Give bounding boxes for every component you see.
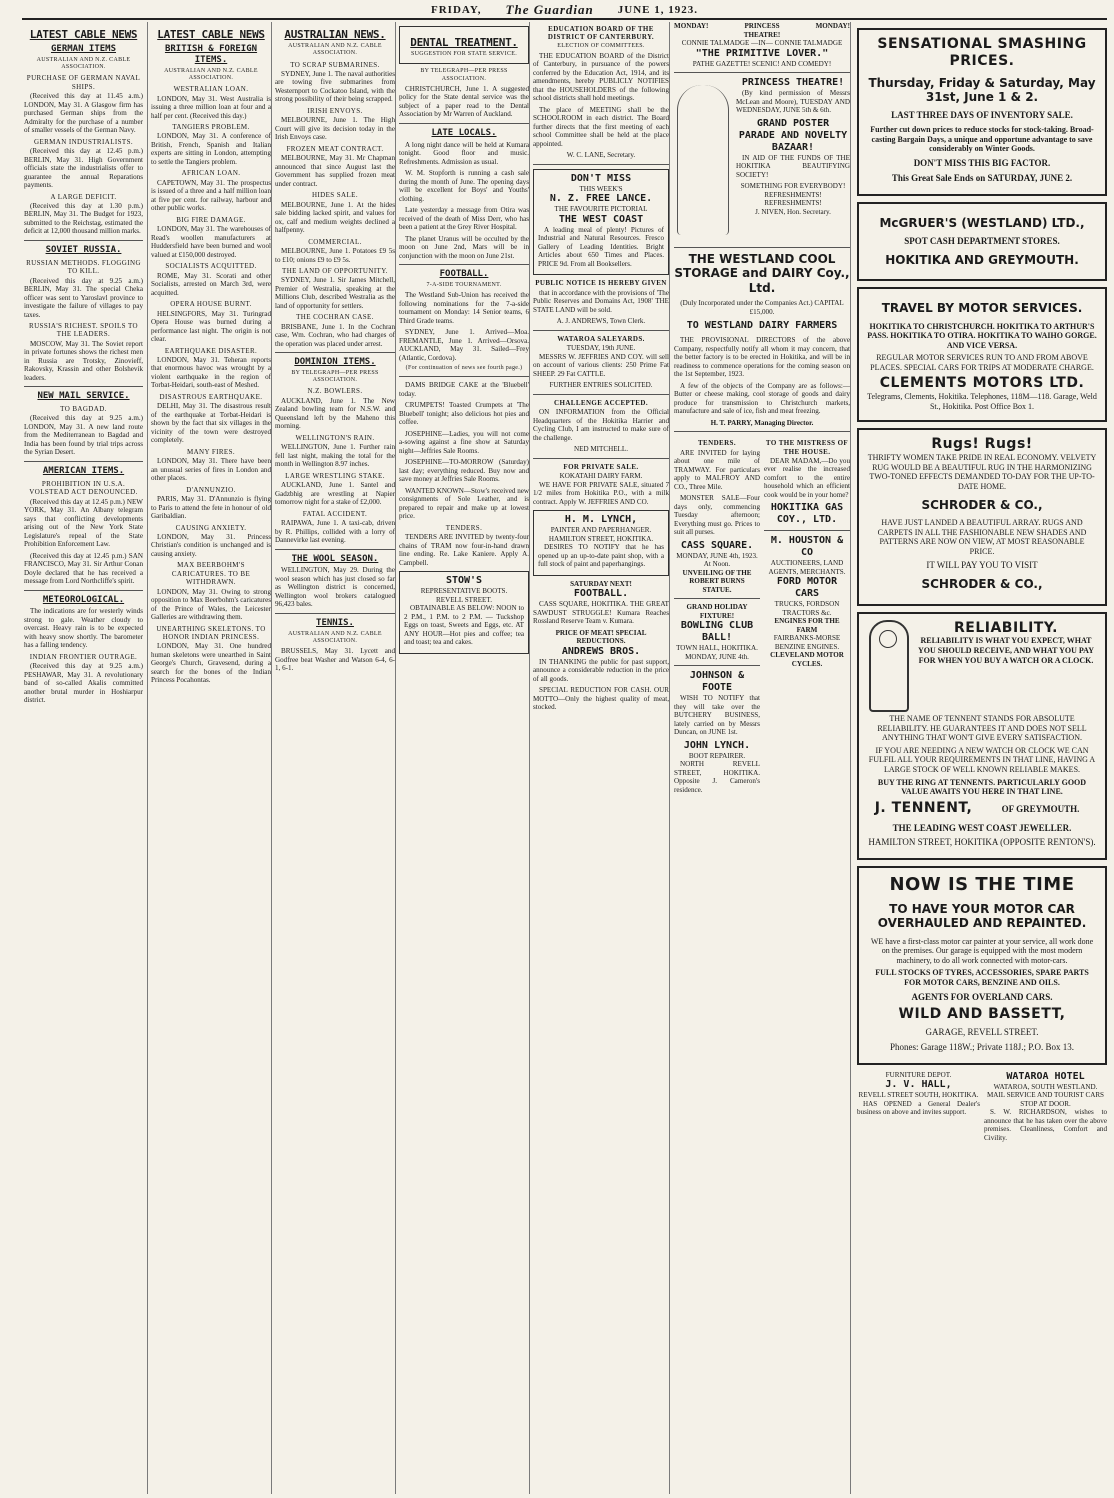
prices-ad-title: SENSATIONAL SMASHING PRICES. xyxy=(877,36,1087,69)
monster-sale-ad: MONSTER SALE—Four days only, commencing Tuesday afternoon; Everything must go. Prices to suit all purses. xyxy=(674,494,760,537)
section-heading: LATEST CABLE NEWS xyxy=(157,28,265,41)
mcgruers-name: McGRUER'S (WESTLAND) LTD., xyxy=(879,215,1085,230)
story-text: (Received this day at 11.45 a.m.) LONDON, May 31. A Glasgow firm has purchased German ships from the Admiralty for the purchase of a number of smaller vessels of the German Navy. xyxy=(24,92,143,135)
lower-ads xyxy=(674,436,850,797)
story-text: ROME, May 31. Scorati and other Socialists, arrested on March 3rd, were acquitted. xyxy=(151,271,271,297)
column-1 xyxy=(24,22,146,1494)
section-subheading: AMERICAN ITEMS. xyxy=(42,465,125,476)
farm-sale-text: WE HAVE FOR PRIVATE SALE, situated 7 1/2 miles from Hokitika P.O., with a milk contract. Apply W. JEFFRIES AND CO. xyxy=(533,480,669,506)
sensational-prices-ad xyxy=(857,28,1107,196)
story-text: MOSCOW, May 31. The Soviet report in private fortunes shows the richest men in Russia are Trotsky, Zinovieff, Rakovsky, Krassin and other Bolshevik leaders. xyxy=(24,339,143,382)
houston-sub: AUCTIONEERS, LAND AGENTS, MERCHANTS. xyxy=(768,559,846,576)
cool-storage-company: THE WESTLAND COOL STORAGE and DAIRY Coy., Ltd. xyxy=(674,252,850,295)
story-text: LONDON, May 31. The warehouses of Read's woollen manufacturers at Huddersfield have been burned and wool valued at £150,000 destroyed. xyxy=(151,225,271,259)
column-7 xyxy=(850,22,1113,1494)
farmers-more: A few of the objects of the Company are as follows:— Butter or cheese making, cool storage of goods and dairy produce for transmission to Christchurch markets, manufacture and sale of ice, fish and meat freezing. xyxy=(674,381,850,416)
ford-cars: FORD MOTOR CARS xyxy=(776,576,838,600)
tenders-heading: TENDERS. xyxy=(445,523,483,532)
section-subheading: THE WOOL SEASON. xyxy=(291,553,379,564)
divider xyxy=(674,247,850,248)
story-heading: D'ANNUNZIO. xyxy=(186,485,236,494)
prices-ad-miss: DON'T MISS THIS BIG FACTOR. xyxy=(913,157,1051,168)
story-text: BRISBANE, June 1. In the Cochran case, Wm. Cochran, who had charges of the operation was placed under arrest. xyxy=(275,322,395,348)
stows-ad-address: REVELL STREET. xyxy=(436,595,492,604)
story-heading: INDIAN FRONTIER OUTRAGE. xyxy=(29,652,138,661)
section-heading: DENTAL TREATMENT. xyxy=(410,36,518,49)
story-text: MELBOURNE, May 31. Mr Chapman announced that since August last the Government has supplied frozen meat under contract. xyxy=(275,154,395,188)
story-heading: COMMERCIAL. xyxy=(308,237,362,246)
classified-ad: JOSEPHINE—Ladies, you will not come a-sowing against a fine show at Saturday night—Jeffries Sale Rooms. xyxy=(399,429,529,455)
story-text: CHRISTCHURCH, June 1. A suggested policy for the State dental service was the subject of a paper read to the Dental Association by Mr Warren of Auckland. xyxy=(399,84,529,119)
gas-company: HOKITIKA GAS COY., LTD. xyxy=(770,502,844,526)
story-text: LONDON, May 31. There have been an unusual series of fires in London and other places. xyxy=(151,457,271,483)
column-3 xyxy=(271,22,398,1494)
masthead-day: FRIDAY, xyxy=(431,4,482,16)
story-heading: FATAL ACCIDENT. xyxy=(302,509,368,518)
fade xyxy=(272,1454,398,1494)
section-subheading: NEW MAIL SERVICE. xyxy=(37,391,130,402)
story-heading: HIDES SALE. xyxy=(311,191,358,200)
story-heading: IRISH ENVOYS. xyxy=(307,106,363,115)
column-6 xyxy=(669,22,854,1494)
engines-text: FAIRBANKS-MORSE BENZINE ENGINES. xyxy=(773,634,841,651)
story-heading: OPERA HOUSE BURNT. xyxy=(170,300,252,309)
bottom-ads xyxy=(857,1071,1107,1146)
bowling-heading: GRAND HOLIDAY FIXTURE! xyxy=(686,603,748,620)
free-lance-ad-text: A leading meal of plenty! Pictures of Industrial and Natural Resources. Fresco Gallery of Leading Identities. Bright Articles about 650 Times and Places. PRICE 9d. From all Booksellers. xyxy=(538,225,664,268)
divider xyxy=(674,665,760,666)
engines-heading: ENGINES FOR THE FARM xyxy=(774,617,840,634)
continuation-note: (For continuation of news see fourth page.) xyxy=(405,365,523,372)
credit-line: BY TELEGRAPH—PER PRESS ASSOCIATION. xyxy=(291,370,379,384)
fade xyxy=(148,1454,274,1494)
story-text: LONDON, May 31. Princess Christian's condition is unchanged and is causing anxiety. xyxy=(151,532,271,558)
story-heading: THE COCHRAN CASE. xyxy=(296,313,374,322)
tenders-text: ARE INVITED for laying about one mile of TRAMWAY. For particulars apply to MALFROY AND CO., Three Mile. xyxy=(674,448,760,491)
mistress-heading: TO THE MISTRESS OF THE HOUSE. xyxy=(765,439,849,456)
story-text: HELSINGFORS, May 31. Turingrad Opera House was burned during a performance last night. The origin is not clear. xyxy=(151,309,271,343)
story-heading: PURCHASE OF GERMAN NAVAL SHIPS. xyxy=(26,74,141,91)
bazaar-more: SOMETHING FOR EVERYBODY! REFRESHMENTS! REFRESHMENTS! xyxy=(740,182,846,207)
column-4 xyxy=(395,22,532,1494)
story-heading: A LARGE DEFICIT. xyxy=(50,192,117,201)
cass-square-heading: CASS SQUARE. xyxy=(680,539,754,551)
theatre-top-line xyxy=(674,22,850,39)
credit-line: AUSTRALIAN AND N.Z. CABLE ASSOCIATION. xyxy=(288,43,382,57)
football-ad-text: CASS SQUARE, HOKITIKA. THE GREAT SAWDUST STRUGGLE! Kumara Reaches Rossland Reserve Team v. Kumara. xyxy=(533,600,669,626)
farm-sale-heading: FOR PRIVATE SALE. xyxy=(563,462,639,471)
rugs-ad-title: Rugs! Rugs! xyxy=(931,436,1033,453)
story-text: A long night dance will be held at Kumara tonight. Good floor and music. Refreshments. Admission as usual. xyxy=(399,140,529,166)
tennent-of: OF GREYMOUTH. xyxy=(1001,803,1080,814)
story-text: SYDNEY, June 1. Sir James Mitchell, Premier of Westralia, speaking at the Millions Club, described Westralia as the land of opportunity for settlers. xyxy=(275,276,395,310)
section-subheading: BRITISH & FOREIGN ITEMS. xyxy=(164,44,258,65)
stows-ad xyxy=(399,571,529,654)
mcgruers-ad xyxy=(857,202,1107,282)
story-text: LONDON, May 31. A conference of British, French, Spanish and Italian experts are sitting in London, attempting to settle the Tangiers problem. xyxy=(151,132,271,166)
cool-storage-sub: (Duly Incorporated under the Companies Act.) CAPITAL £15,000. xyxy=(680,299,844,316)
bazaar-ad xyxy=(674,77,850,243)
theatre-text: (By kind permission of Messrs McLean and Moore), TUESDAY AND WEDNESDAY, JUNE 5th & 6th. xyxy=(736,89,850,114)
schroder-name: SCHRODER & CO., xyxy=(921,497,1043,512)
stows-ad-sub: REPRESENTATIVE BOOTS. xyxy=(420,587,508,596)
masthead-date: JUNE 1, 1923. xyxy=(617,4,698,16)
story-heading: MAX BEERBOHM'S CARICATURES. TO BE WITHDRAWN. xyxy=(171,561,251,587)
notice-text: THE EDUCATION BOARD of the District of Canterbury, in pursuance of the powers conferred by the Education Act, 1914, and its amendments, hereby PUBLICLY NOTIFIES that the HOUSEHOLDERS of the following school districts shall hold meetings. xyxy=(533,51,669,103)
andrews-bros-text: IN THANKING the public for past support, announce a considerable reduction in the price of all goods. xyxy=(533,657,669,683)
story-heading: SOCIALISTS ACQUITTED. xyxy=(165,262,257,271)
section-heading: LATEST CABLE NEWS xyxy=(29,28,138,41)
bazaar-secretary: J. NIVEN, Hon. Secretary. xyxy=(755,207,831,216)
motor-repaint-ad xyxy=(857,866,1107,1065)
theatre-name: PRINCESS THEATRE! xyxy=(741,77,845,88)
story-heading: GERMAN INDUSTRIALISTS. xyxy=(33,137,134,146)
story-heading: BIG FIRE DAMAGE. xyxy=(176,215,246,224)
clements-motors-name: CLEMENTS MOTORS LTD. xyxy=(879,375,1085,392)
bazaar-text: IN AID OF THE FUNDS OF THE HOKITIKA BEAUTIFYING SOCIETY! xyxy=(736,153,850,179)
story-heading: LARGE WRESTLING STAKE. xyxy=(285,471,385,480)
lynch-ad-text: DESIRES TO NOTIFY that he has opened up an up-to-date paint shop, with a full stock of paint and paperhangings. xyxy=(538,543,664,569)
motor-services-text: REGULAR MOTOR SERVICES RUN TO AND FROM ABOVE PLACES. SPECIAL CARS FOR TRIPS AT MODERATE CHARGE. xyxy=(870,353,1094,372)
prices-ad-sub: LAST THREE DAYS OF INVENTORY SALE. xyxy=(891,110,1073,121)
story-heading: PROHIBITION IN U.S.A. VOLSTEAD ACT DENOUNCED. xyxy=(29,479,138,497)
wataroa-hotel-text: MAIL SERVICE AND TOURIST CARS STOP AT DOOR. xyxy=(986,1091,1105,1108)
schroder-name-bottom: SCHRODER & CO., xyxy=(921,577,1043,592)
credit-line: AUSTRALIAN AND N.Z. CABLE ASSOCIATION. xyxy=(36,56,131,71)
free-lance-ad-paper: N. Z. FREE LANCE. xyxy=(549,193,653,205)
football-ad-sub: FOOTBALL. xyxy=(573,588,629,600)
story-heading: MANY FIRES. xyxy=(186,447,236,456)
story-heading: EARTHQUAKE DISASTER. xyxy=(164,346,258,355)
story-heading: N.Z. BOWLERS. xyxy=(307,387,363,396)
free-lance-ad-sub: THIS WEEK'S xyxy=(579,184,623,193)
story-text: AUCKLAND, June 1. The New Zealand bowling team for N.S.W. and Queensland left by the Maheno this morning. xyxy=(275,396,395,431)
column-2 xyxy=(147,22,274,1494)
masthead xyxy=(22,2,1107,20)
notice-signature: A. J. ANDREWS, Town Clerk. xyxy=(556,317,646,326)
public-notice-text: that in accordance with the provisions of 'The Public Reserves and Domains Act, 1908' THE STATE LAND will be sold. xyxy=(533,288,669,314)
cleveland-cycles: CLEVELAND MOTOR CYCLES. xyxy=(770,651,844,668)
story-text: The indications are for westerly winds strong to gale. Weather cloudy to overcast. Heavy rain is to be expected with heavy snow shortly. The barometer has a falling tendency. xyxy=(24,607,143,650)
free-lance-ad-name: THE WEST COAST xyxy=(558,213,644,225)
story-heading: TANGIERS PROBLEM. xyxy=(172,123,250,132)
prices-ad-end: This Great Sale Ends on SATURDAY, JUNE 2. xyxy=(891,172,1073,183)
dancer-illustration xyxy=(677,85,729,235)
lynch-ad-sub: PAINTER AND PAPERHANGER. xyxy=(550,526,652,535)
notice-signature: W. C. LANE, Secretary. xyxy=(566,151,636,160)
story-text: BRUSSELS, May 31. Lycett and Godfree beat Washer and Watson 6-4, 6-1, 6-1. xyxy=(275,647,395,672)
story-text: LONDON, May 31. One hundred human skeletons were unearthed in Saint George's Church, Gravesend, during a search for the bones of the Indian Princess Pocahontas. xyxy=(151,642,271,685)
divider xyxy=(674,598,760,599)
divider xyxy=(24,240,143,241)
prices-ad-text: Further cut down prices to reduce stocks for stock-taking. Broad-casting Bargain Days, a unique and opportune advantage to save considerably on Winter Goods. xyxy=(870,125,1094,154)
story-text: MELBOURNE, June 1. The High Court will give its decision today in the Irish Envoys case. xyxy=(275,116,395,142)
notice-kicker: ELECTION OF COMMITTEES. xyxy=(557,42,645,49)
saleyards-text: MESSRS W. JEFFRIES AND COY. will sell on account of various clients: 250 Prime Fat SHEEP. 29 Fat CATTLE. xyxy=(533,352,669,378)
wataroa-hotel-name: WATAROA HOTEL xyxy=(1006,1070,1085,1082)
divider xyxy=(399,123,529,124)
story-heading: TO BAGDAD. xyxy=(60,405,107,414)
divider xyxy=(275,352,395,353)
story-heading: UNEARTHING SKELETONS. TO HONOR INDIAN PRINCESS. xyxy=(156,624,266,642)
section-subheading: SOVIET RUSSIA. xyxy=(45,244,122,255)
monday-right: MONDAY! xyxy=(815,22,850,30)
story-heading: DISASTROUS EARTHQUAKE. xyxy=(159,392,263,401)
tennent-address: HAMILTON STREET, HOKITIKA (OPPOSITE RENTON'S). xyxy=(868,837,1096,848)
bazaar-title: GRAND POSTER PARADE AND NOVELTY BAZAAR! xyxy=(738,117,848,153)
divider xyxy=(275,613,395,614)
challenge-text: ON INFORMATION from the Official Headquarters of the Hokitika Harrier and Cycling Club, I am instructed to make sure of the challenge. xyxy=(533,408,669,442)
story-heading: WESTRALIAN LOAN. xyxy=(173,85,249,94)
film-title: "THE PRIMITIVE LOVER." xyxy=(695,47,829,59)
story-heading: WELLINGTON'S RAIN. xyxy=(295,433,375,442)
story-heading: THE LAND OF OPPORTUNITY. xyxy=(282,267,388,276)
john-lynch-text: NORTH REVELL STREET, HOKITIKA. Opposite J. Cameron's residence. xyxy=(674,760,760,794)
motor-services-routes: HOKITIKA TO CHRISTCHURCH. HOKITIKA TO ARTHUR'S PASS. HOKITIKA TO OTIRA. HOKITIKA TO WAIHO GORGE. AND VICE VERSA. xyxy=(867,321,1097,350)
tennent-tagline: THE LEADING WEST COAST JEWELLER. xyxy=(892,822,1072,833)
divider xyxy=(399,264,529,265)
story-text: The Westland Sub-Union has received the following nominations for the 7-a-side tournament on Monday: 14 Senior teams, 6 Third Grade teams. xyxy=(399,291,529,325)
story-text: (Received this day at 1.30 p.m.) BERLIN, May 31. The Budget for 1923, submitted to the Reichstag, estimated the deficit at 12,000 thousand million marks. xyxy=(24,201,143,236)
john-lynch-sub: BOOT REPAIRER. xyxy=(688,751,746,760)
furniture-depot-head: FURNITURE DEPOT. xyxy=(885,1070,952,1079)
repaint-text: WE have a first-class motor car painter at your service, all work done on the premises. Our garage is equipped with the most modern machinery, to do all work connected with motor-cars. xyxy=(870,936,1094,965)
saleyards-heading: WATAROA SALEYARDS. xyxy=(557,334,645,343)
farmers-heading: TO WESTLAND DAIRY FARMERS xyxy=(686,320,838,332)
story-text: SYDNEY, June 1. The naval authorities are towing five submarines from Westernport to Cockatoo Island, with the strong possibility of their being scrapped. xyxy=(275,69,395,104)
story-text: LONDON, May 31. West Australia is issuing a three million loan at four and a half per cent. (Received this day.) xyxy=(151,94,271,120)
story-text: (Received this day at 9.25 a.m.) PESHAWAR, May 31. A revolutionary band of so-called Akalis committed another brutal murder in Hoshiarpur district. xyxy=(24,662,143,705)
story-text: (Received this day at 9.25 a.m.) LONDON, May 31. A new land route from the Mediterranean to Bagdad and India has been found by trial trips across the Syrian Desert. xyxy=(24,414,143,457)
classified-ad: WANTED KNOWN—Stow's received new consignments of Sole Leather, and is prepared to repair and make up at lowest price. xyxy=(399,486,530,521)
hall-address: REVELL STREET SOUTH, HOKITIKA. xyxy=(858,1091,979,1100)
saleyards-date: TUESDAY, 19th JUNE. xyxy=(566,344,636,353)
story-text: SYDNEY, June 1. Arrived—Moa. FREMANTLE, June 1. Arrived—Orsova. AUCKLAND, May 31. Sailed—Frey (Atlantic, Cordova). xyxy=(399,328,529,362)
rugs-ad-text: THRIFTY WOMEN TAKE PRIDE IN REAL ECONOMY. VELVETY RUG WOULD BE A BEAUTIFUL RUG IN THE HARMONIZING TWO-TONED EFFECTS DEMANDED TO-DAY FOR THE UP-TO-DATE HOME. xyxy=(867,453,1097,492)
reliability-more: IF YOU ARE NEEDING A NEW WATCH OR CLOCK WE CAN FULFIL ALL YOUR REQUIREMENTS IN THAT LINE, HAVING A LARGE STOCK OF WELL KNOWN RELIABLE MAKES. xyxy=(868,745,1096,775)
cass-square-text: UNVEILING OF THE ROBERT BURNS STATUE. xyxy=(682,568,752,594)
tenders-heading: TENDERS. xyxy=(697,439,736,448)
wataroa-hotel-sub: WATAROA, SOUTH WESTLAND. xyxy=(993,1082,1098,1091)
farmers-signature: H. T. PARRY, Managing Director. xyxy=(710,418,814,427)
divider xyxy=(674,431,850,432)
divider xyxy=(533,394,669,395)
story-kicker: SUGGESTION FOR STATE SERVICE. xyxy=(410,51,518,58)
houston-name: M. HOUSTON & CO xyxy=(770,535,844,559)
lynch-ad-address: HAMILTON STREET, HOKITIKA. xyxy=(548,534,654,543)
story-text: CAPETOWN, May 31. The prospectus is issued of a three and a half million loan at five per cent. for railway, harbour and other public works. xyxy=(151,178,271,213)
stows-ad-name: STOW'S xyxy=(445,575,483,587)
clock-illustration xyxy=(869,620,909,712)
andrews-bros-name: ANDREWS BROS. xyxy=(561,645,641,657)
clements-motors-address: Telegrams, Clements, Hokitika. Telephones, 118M—118. Garage, Weld St., Hokitika. Post Office Box 1. xyxy=(867,392,1097,411)
monday-left: MONDAY! xyxy=(674,22,709,30)
credit-line: AUSTRALIAN AND N.Z. CABLE ASSOCIATION. xyxy=(164,67,258,81)
classified-ad: DAMS BRIDGE CAKE at the 'Bluebell' today. xyxy=(399,381,529,398)
wild-bassett-phone: Phones: Garage 118W.; Private 118J.; P.O. Box 13. xyxy=(890,1041,1074,1052)
bowling-sub: BOWLING CLUB BALL! xyxy=(680,620,754,644)
free-lance-ad-title: DON'T MISS xyxy=(570,172,632,184)
section-subheading: FOOTBALL. xyxy=(439,269,489,280)
notice-text: The place of MEETING shall be the SCHOOLROOM in each district. The Board further directs that the first meeting of each school Committee shall be held at the place appointed. xyxy=(533,105,669,148)
bowling-text: TOWN HALL, HOKITIKA. MONDAY, JUNE 4th. xyxy=(676,644,758,661)
section-subheading: GERMAN ITEMS xyxy=(50,44,117,55)
notice-heading: EDUCATION BOARD OF THE DISTRICT OF CANTERBURY. xyxy=(547,25,655,42)
prices-ad-days: Thursday, Friday & Saturday, May 31st, June 1 & 2. xyxy=(868,75,1096,104)
john-lynch-name: JOHN LYNCH. xyxy=(683,739,751,751)
mistress-text: DEAR MADAM,—Do you ever realise the increased comfort to the entire household which an efficient cook would be in your home? xyxy=(764,456,850,499)
repaint-stock: FULL STOCKS OF TYRES, ACCESSORIES, SPARE PARTS FOR MOTOR CARS, BENZINE AND OILS. xyxy=(875,968,1089,987)
rugs-ad-pay: IT WILL PAY YOU TO VISIT xyxy=(926,560,1038,571)
divider xyxy=(24,590,143,591)
reliability-title: RELIABILITY. xyxy=(953,619,1058,636)
section-subheading: TENNIS. xyxy=(316,617,354,628)
public-notice-heading: PUBLIC NOTICE IS HEREBY GIVEN xyxy=(535,279,667,288)
story-text: LONDON, May 31. Teheran reports that enormous havoc was wrought by a violent earthquake in the region of Torbat-Heidari, south-east of Meshed. xyxy=(151,355,271,390)
story-text: W. M. Stopforth is running a cash sale during the month of June. The opening days will be excellent for Boys' and Youths' clothing. xyxy=(399,169,529,203)
cass-square-date: MONDAY, JUNE 4th, 1923. At Noon. xyxy=(676,551,758,569)
masthead-paper-name: The Guardian xyxy=(505,2,594,17)
saleyards-more: FURTHER ENTRIES SOLICITED. xyxy=(549,381,653,390)
divider xyxy=(399,376,529,377)
story-heading: TO SCRAP SUBMARINES. xyxy=(290,60,380,69)
story-text: MELBOURNE, June 1. At the hides sale bidding lacked spirit, and values for ox, calf and medium weights declined a halfpenny. xyxy=(275,200,395,235)
story-text: DELHI, May 31. The disastrous result of the earthquake at Torbat-Heidari is shown by the fact that six villages in the vicinity of the town were destroyed completely. xyxy=(151,402,271,445)
dental-article xyxy=(399,26,529,64)
credit-line: AUSTRALIAN AND N.Z. CABLE ASSOCIATION. xyxy=(288,630,382,644)
challenge-heading: CHALLENGE ACCEPTED. xyxy=(554,398,648,407)
section-subheading: METEOROLOGICAL. xyxy=(42,594,125,605)
story-text: (Received this day at 12.45 p.m.) SAN FRANCISCO, May 31. Sir Arthur Conan Doyle declared that he has received a message from Lord Northcliffe's spirit. xyxy=(24,551,143,586)
andrews-bros-more: SPECIAL REDUCTION FOR CASH. OUR MOTTO—Only the highest quality of meat, stocked. xyxy=(533,686,669,712)
lynch-ad xyxy=(533,510,669,576)
story-text: AUCKLAND, June 1. Santel and Gadzbhig are wrestling at Napier tomorrow night for a stake of £2,000. xyxy=(275,481,395,507)
reliability-text: RELIABILITY IS WHAT YOU EXPECT, WHAT YOU SHOULD RECEIVE, AND WHAT YOU PAY FOR WHEN YOU BUY A WATCH OR A CLOCK. xyxy=(918,636,1094,665)
repaint-agents: AGENTS FOR OVERLAND CARS. xyxy=(911,991,1053,1002)
story-text: LONDON, May 31. Owing to strong opposition to Max Beerbohm's caricatures of the Prince of Wales, the Leicester Galleries are withdrawing them. xyxy=(151,587,271,622)
divider xyxy=(275,549,395,550)
motor-services-title: TRAVEL BY MOTOR SERVICES. xyxy=(881,301,1083,316)
section-subheading: LATE LOCALS. xyxy=(431,127,497,138)
rugs-ad-more: HAVE JUST LANDED A BEAUTIFUL ARRAY. RUGS AND CARPETS IN ALL THE FASHIONABLE NEW SHADES AND PATTERNS ARE NOW ON VIEW, AT MOST REASONABLE PRICE. xyxy=(877,518,1087,556)
repaint-sub: TO HAVE YOUR MOTOR CAR OVERHAULED AND REPAINTED. xyxy=(877,901,1087,931)
wild-bassett-address: GARAGE, REVELL STREET. xyxy=(925,1027,1039,1038)
story-heading: AFRICAN LOAN. xyxy=(181,169,241,178)
story-text: WELLINGTON, June 1. Further rain fell last night, making the total for the month in Wellington 8.97 inches. xyxy=(275,443,395,469)
divider xyxy=(24,461,143,462)
lynch-ad-name: H. M. LYNCH, xyxy=(564,514,638,526)
free-lance-ad-line: THE FAVOURITE PICTORIAL xyxy=(554,205,648,214)
classified-ad: CRUMPETS! Toasted Crumpets at 'The Bluebell' tonight; also delicious hot pies and coffee. xyxy=(399,401,529,427)
story-text: MELBOURNE, June 1. Potatoes £9 5s to £10; onions £9 to £9 5s. xyxy=(275,247,395,264)
johnson-foote-text: WISH TO NOTIFY that they will take over the BUTCHERY BUSINESS, lately carried on by Messrs Duncan, on JUNE 1st. xyxy=(674,694,760,737)
fade xyxy=(24,1454,146,1494)
section-subheading: DOMINION ITEMS. xyxy=(294,357,376,368)
story-text: (Received this day at 12.45 p.m.) BERLIN, May 31. High Government officials state the industrialists offer to guarantee the annual Reparations payments. xyxy=(24,147,143,190)
story-text: WELLINGTON, May 29. During the wool season which has just closed so far as Wellington district is concerned, Wellington wool brokers catalogued 96,423 bales. xyxy=(275,566,395,609)
reliability-body: THE NAME OF TENNENT STANDS FOR ABSOLUTE RELIABILITY. HE GUARANTEES IT AND DOES NOT SELL ANYTHING THAT WON'T GIVE EVERY SATISFACTION. xyxy=(877,714,1087,743)
mcgruers-sub: SPOT CASH DEPARTMENT STORES. xyxy=(904,235,1060,246)
story-text: PARIS, May 31. D'Annunzio is flying to Paris to attend the fete in honour of old Garibaldian. xyxy=(151,495,271,521)
reliability-buy: BUY THE RING AT TENNENTS. PARTICULARLY GOOD VALUE AWAITS YOU HERE IN THAT LINE. xyxy=(877,777,1087,797)
divider xyxy=(533,330,669,331)
stows-ad-text: OBTAINABLE AS BELOW: NOON to 2 P.M., 1 P.M. to 2 P.M. — Tuckshop Eggs on toast, Sweets and Eggs, etc. AT ANY HOUR—Hot pies and coffee; tea and toast; tea and cakes. xyxy=(404,604,524,647)
story-heading: FROZEN MEAT CONTRACT. xyxy=(286,144,384,153)
divider xyxy=(24,386,143,387)
tennent-name: J. TENNENT, xyxy=(874,799,973,816)
story-heading: CAUSING ANXIETY. xyxy=(175,523,247,532)
wataroa-hotel-sign: S. W. RICHARDSON, wishes to announce that he has taken over the above premises. Cleanliness, Comfort and Civility. xyxy=(984,1108,1107,1142)
repaint-title: NOW IS THE TIME xyxy=(889,874,1075,896)
story-text: Late yesterday a message from Otira was received of the death of Miss Derr, who has been a patient at the Grey River Hospital. xyxy=(399,206,529,232)
mcgruers-location: HOKITIKA AND GREYMOUTH. xyxy=(885,252,1079,267)
free-lance-ad xyxy=(533,169,669,276)
story-text: The planet Uranus will be occulted by the moon on June 2nd, Mars will be in conjunction with the moon on June 21st. xyxy=(399,234,529,260)
divider xyxy=(674,72,850,73)
wild-bassett-name: WILD AND BASSETT, xyxy=(898,1006,1066,1023)
meat-price-head: PRICE OF MEAT! SPECIAL REDUCTIONS. xyxy=(555,628,647,646)
column-5 xyxy=(529,22,672,1494)
farmers-text: THE PROVISIONAL DIRECTORS of the above Company, respectfully notify all whom it may concern, that the better factory is to be erected in Hokitika, and will be in readiness to commence operations for the coming season on the 1st September, 1923. xyxy=(674,336,850,379)
reliability-ad xyxy=(857,612,1107,861)
divider xyxy=(764,530,850,531)
story-heading: RUSSIAN METHODS. FLOGGING TO KILL. xyxy=(26,258,141,276)
story-text: (Received this day at 9.25 a.m.) BERLIN, May 31. The special Cheka officer was sent to Yaroslavl province to investigate the failure of villages to pay taxes. xyxy=(24,276,143,319)
divider xyxy=(533,164,669,165)
story-kicker: 7-A-SIDE TOURNAMENT. xyxy=(426,281,502,288)
story-heading: RUSSIA'S RICHEST. SPOILS TO THE LEADERS. xyxy=(29,322,138,339)
johnson-foote-name: JOHNSON & FOOTE xyxy=(689,670,745,694)
story-text: (Received this day at 12.45 p.m.) NEW YORK, May 31. An Albany telegram says that conflicting developments arising out of the New York State Legislature's repeal of the State Prohibition Enforcement Law. xyxy=(24,497,143,549)
ford-sub: TRUCKS, FORDSON TRACTORS &c. xyxy=(774,600,840,617)
football-ad-head: SATURDAY NEXT! xyxy=(570,579,632,588)
farm-sale-sub: KOKATAHI DAIRY FARM. xyxy=(559,472,643,481)
challenge-signature: NED MITCHELL. xyxy=(574,445,628,454)
hall-name: J. V. HALL, xyxy=(885,1079,952,1091)
section-heading: AUSTRALIAN NEWS. xyxy=(284,28,386,41)
divider xyxy=(533,458,669,459)
motor-services-ad xyxy=(857,287,1107,422)
story-text: RAIPAWA, June 1. A taxi-cab, driven by R. Phillips, collided with a lorry of Dannevirke last evening. xyxy=(275,519,395,545)
hall-text: HAS OPENED a General Dealer's business on above and invites support. xyxy=(857,1099,980,1117)
theatre-name-top: PRINCESS THEATRE! xyxy=(743,22,781,39)
film-supporting: PATHE GAZETTE! SCENIC! AND COMEDY! xyxy=(692,59,832,68)
tenders-text: TENDERS ARE INVITED by twenty-four chains of TRAM now four-in-hand drawn line ending. Re. Lake Kaniere. Apply A. Campbell. xyxy=(399,533,529,567)
film-stars: CONNIE TALMADGE —IN— CONNIE TALMADGE xyxy=(681,39,843,47)
classified-ad: JOSEPHINE—TO-MORROW (Saturday) last day; everything reduced. Buy now and save money at Jeffries Sale Rooms. xyxy=(399,458,529,484)
credit-line: BY TELEGRAPH—PER PRESS ASSOCIATION. xyxy=(420,68,508,82)
rugs-ad xyxy=(857,428,1107,605)
